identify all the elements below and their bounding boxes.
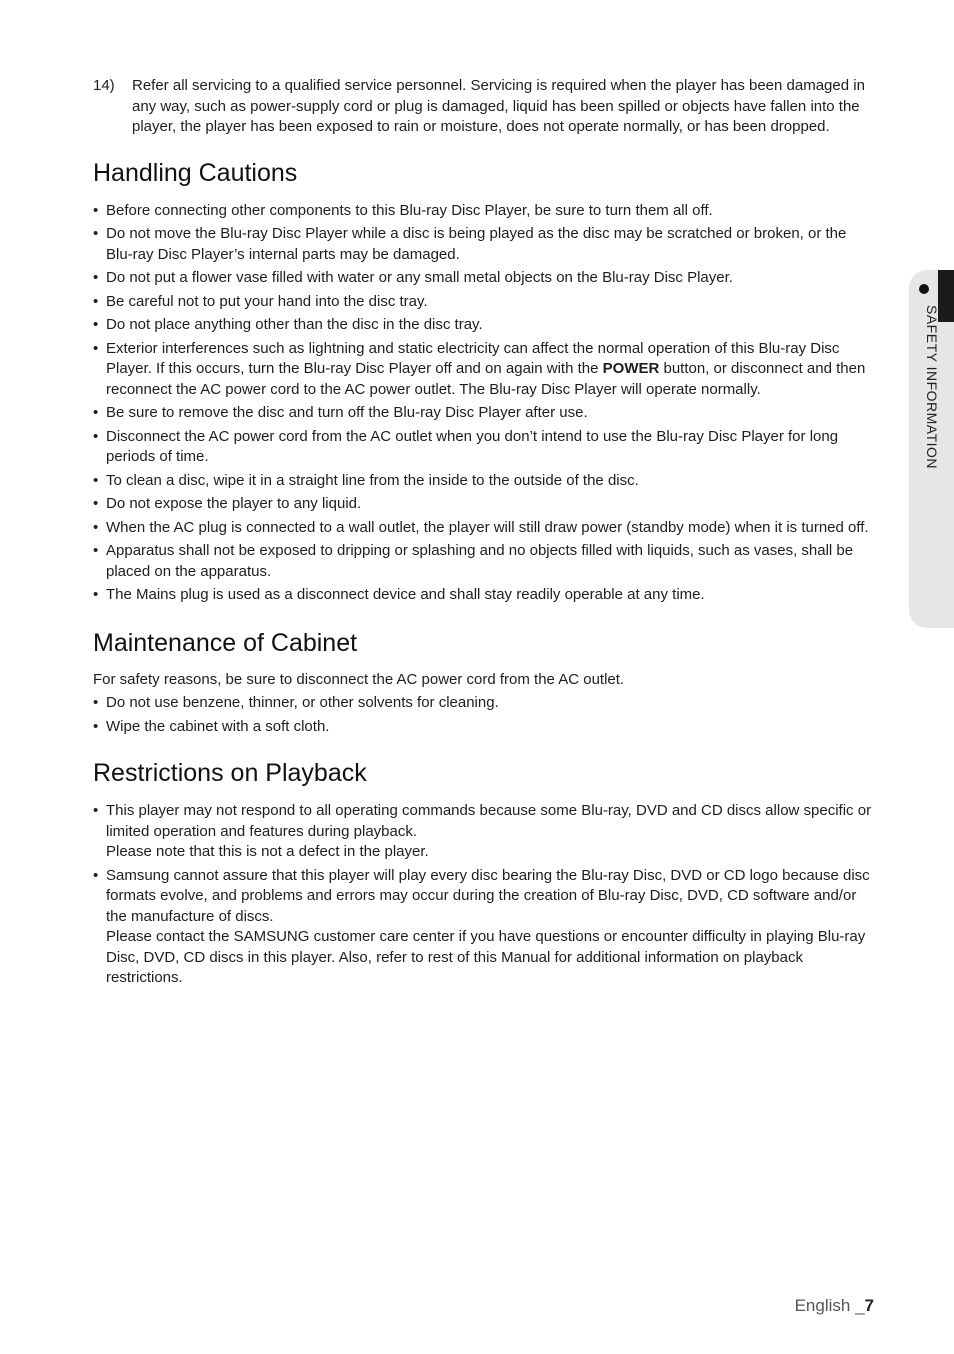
list-item: • Do not use benzene, thinner, or other solvents for cleaning. — [93, 693, 875, 714]
list-item: • Exterior interferences such as lightning and static electricity can affect the normal operation of this Blu-ray Disc Player. If this occurs, turn the Blu-ray Disc Player off and on again with the POWER button, or disconnect and then reconnect the AC power cord to the AC power outlet. The Blu-ray Disc Player will operate normally. — [93, 339, 866, 398]
list-item: • This player may not respond to all operating commands because some Blu-ray, DVD and CD discs allow specific or limited operation and features during playback. Please note that this is not a defect in the player. — [93, 802, 872, 860]
numbered-item-14 — [93, 76, 875, 138]
list-item: • To clean a disc, wipe it in a straight line from the inside to the outside of the disc. — [93, 471, 875, 492]
list-item: • Apparatus shall not be exposed to dripping or splashing and no objects filled with liquids, such as vases, shall be placed on the apparatus. — [93, 542, 854, 580]
side-tab-bullet-icon — [919, 284, 929, 294]
section-title-handling-cautions: Handling Cautions — [93, 158, 298, 187]
bullet: • — [93, 586, 99, 603]
side-tab-label: SAFETY INFORMATION — [924, 305, 940, 470]
list-item: • Do not move the Blu-ray Disc Player while a disc is being played as the disc may be scratched or broken, or the Blu-ray Disc Player’s internal parts may be damaged. — [93, 225, 847, 263]
list-item: • Do not expose the player to any liquid. — [93, 494, 875, 515]
handling-cautions-list — [93, 201, 875, 606]
list-item: • Before connecting other components to this Blu-ray Disc Player, be sure to turn them all off. — [93, 201, 875, 222]
section-title-maintenance-of-cabinet: Maintenance of Cabinet — [93, 628, 358, 657]
bullet: • — [93, 802, 99, 819]
list-item: • When the AC plug is connected to a wall outlet, the player will still draw power (standby mode) when it is turned off. — [93, 518, 875, 539]
list-item: • Do not put a flower vase filled with water or any small metal objects on the Blu-ray Disc Player. — [93, 268, 875, 289]
restrictions-list — [93, 801, 875, 989]
power-button-label: POWER — [602, 360, 660, 377]
list-item: • The Mains plug is used as a disconnect device and shall stay readily operable at any time. — [93, 585, 875, 606]
bullet: • — [93, 427, 99, 445]
bullet: • — [93, 292, 99, 310]
list-item: • Disconnect the AC power cord from the AC outlet when you don’t intend to use the Blu-ray Disc Player for long periods of time. — [93, 427, 839, 465]
item-text: Refer all servicing to a qualified service personnel. Servicing is required when the player has been damaged in any way, such as power-supply cord or plug is damaged, liquid has been spilled or objects have fallen into the player, the player has been exposed to rain or moisture, does not operate normally, or has been dropped. — [132, 77, 865, 135]
footer-language: English _ — [794, 1296, 865, 1315]
page-number: 7 — [864, 1296, 874, 1315]
bullet: • — [93, 339, 99, 357]
maintenance-list — [93, 693, 875, 737]
bullet: • — [93, 404, 99, 421]
list-item: • Samsung cannot assure that this player will play every disc bearing the Blu-ray Disc, DVD or CD logo because disc formats evolve, and problems and errors may occur during the creation of Blu-ray Disc, DVD, CD software and/or the manufacture of discs. Please contact the SAMSUNG customer care center if you have questions or encounter difficulty in playing Blu-ray Disc, DVD, CD discs in this player. Also, refer to rest of this Manual for additional information on playback restrictions. — [93, 866, 870, 986]
page-content — [93, 76, 875, 992]
bullet: • — [93, 201, 99, 219]
bullet: • — [93, 495, 99, 512]
list-item: • Be careful not to put your hand into the disc tray. — [93, 292, 875, 313]
bullet: • — [93, 866, 99, 884]
bullet: • — [93, 694, 99, 711]
item-number: 14) — [93, 77, 115, 94]
section-title-restrictions-on-playback: Restrictions on Playback — [93, 759, 367, 787]
page-footer — [795, 1296, 874, 1316]
bullet: • — [93, 225, 99, 242]
list-item: • Be sure to remove the disc and turn off the Blu-ray Disc Player after use. — [93, 403, 875, 424]
bullet: • — [93, 518, 99, 536]
bullet: • — [93, 717, 99, 735]
bullet: • — [93, 542, 99, 559]
bullet: • — [93, 269, 99, 286]
list-item: • Wipe the cabinet with a soft cloth. — [93, 717, 875, 738]
bullet: • — [93, 316, 99, 333]
bullet: • — [93, 471, 99, 489]
maintenance-intro: For safety reasons, be sure to disconnect the AC power cord from the AC outlet. — [93, 670, 625, 688]
list-item: • Do not place anything other than the disc in the disc tray. — [93, 315, 875, 336]
side-tab-marker — [938, 270, 954, 322]
